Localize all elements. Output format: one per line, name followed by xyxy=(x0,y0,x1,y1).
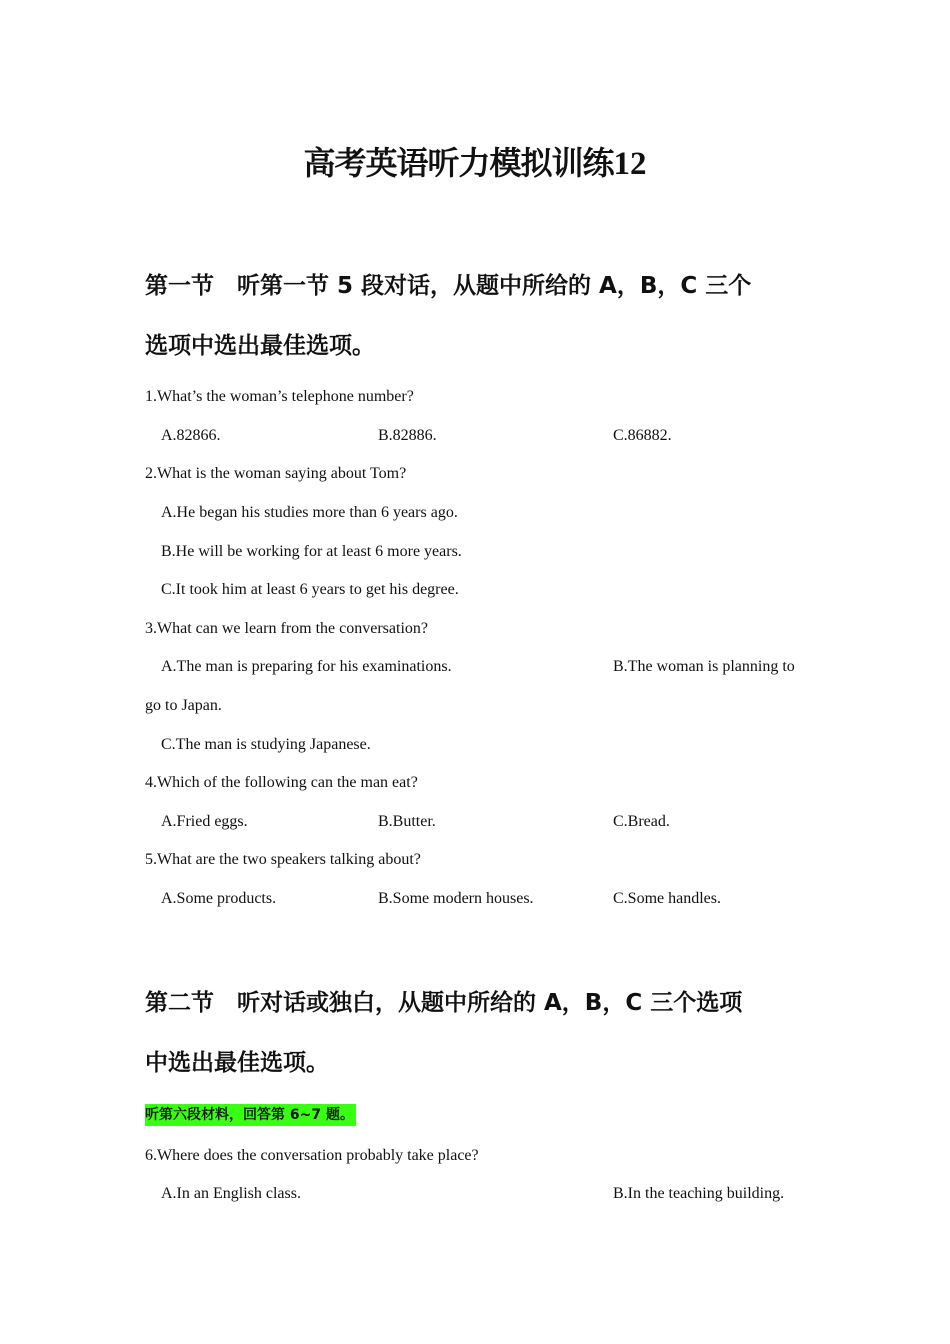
q3-option-c: C.The man is studying Japanese. xyxy=(161,736,371,753)
q1-option-c: C.86882. xyxy=(613,427,672,444)
question-1: 1.What’s the woman’s telephone number? xyxy=(145,388,414,405)
section-1-heading xyxy=(145,256,810,376)
section-2-heading-line-1: 第二节 听对话或独白，从题中所给的 A，B，C 三个选项 xyxy=(145,990,743,1016)
q1-option-b: B.82886. xyxy=(378,427,437,444)
q4-option-c: C.Bread. xyxy=(613,813,670,830)
q1-option-a: A.82866. xyxy=(161,427,221,444)
document-title xyxy=(0,140,950,187)
section-2-heading xyxy=(145,973,810,1093)
q6-option-b: B.In the teaching building. xyxy=(613,1185,785,1202)
highlighted-instruction: 听第六段材料，回答第 6~7 题。 xyxy=(145,1104,356,1126)
question-2: 2.What is the woman saying about Tom? xyxy=(145,465,407,482)
q2-option-b: B.He will be working for at least 6 more years. xyxy=(161,543,462,560)
question-4: 4.Which of the following can the man eat? xyxy=(145,774,418,791)
title-number: 12 xyxy=(613,146,647,182)
q6-option-a: A.In an English class. xyxy=(161,1185,301,1202)
q3-option-b-continued: go to Japan. xyxy=(145,697,222,714)
q5-option-b: B.Some modern houses. xyxy=(378,890,534,907)
title-text: 高考英语听力模拟训练 xyxy=(303,144,614,182)
q3-option-b: B.The woman is planning to xyxy=(613,658,795,675)
question-6: 6.Where does the conversation probably take place? xyxy=(145,1147,479,1164)
q2-option-a: A.He began his studies more than 6 years ago. xyxy=(161,504,458,521)
section-1-heading-line-2: 选项中选出最佳选项。 xyxy=(145,333,375,359)
section-1-heading-line-1: 第一节 听第一节 5 段对话，从题中所给的 A，B，C 三个 xyxy=(145,273,752,299)
q5-option-c: C.Some handles. xyxy=(613,890,721,907)
q5-option-a: A.Some products. xyxy=(161,890,277,907)
question-5: 5.What are the two speakers talking about? xyxy=(145,851,421,868)
q4-option-a: A.Fried eggs. xyxy=(161,813,248,830)
question-3: 3.What can we learn from the conversation? xyxy=(145,620,428,637)
section-2-heading-line-2: 中选出最佳选项。 xyxy=(145,1050,329,1076)
q3-option-a: A.The man is preparing for his examinations. xyxy=(161,658,452,675)
q4-option-b: B.Butter. xyxy=(378,813,436,830)
q2-option-c: C.It took him at least 6 years to get his degree. xyxy=(161,581,459,598)
